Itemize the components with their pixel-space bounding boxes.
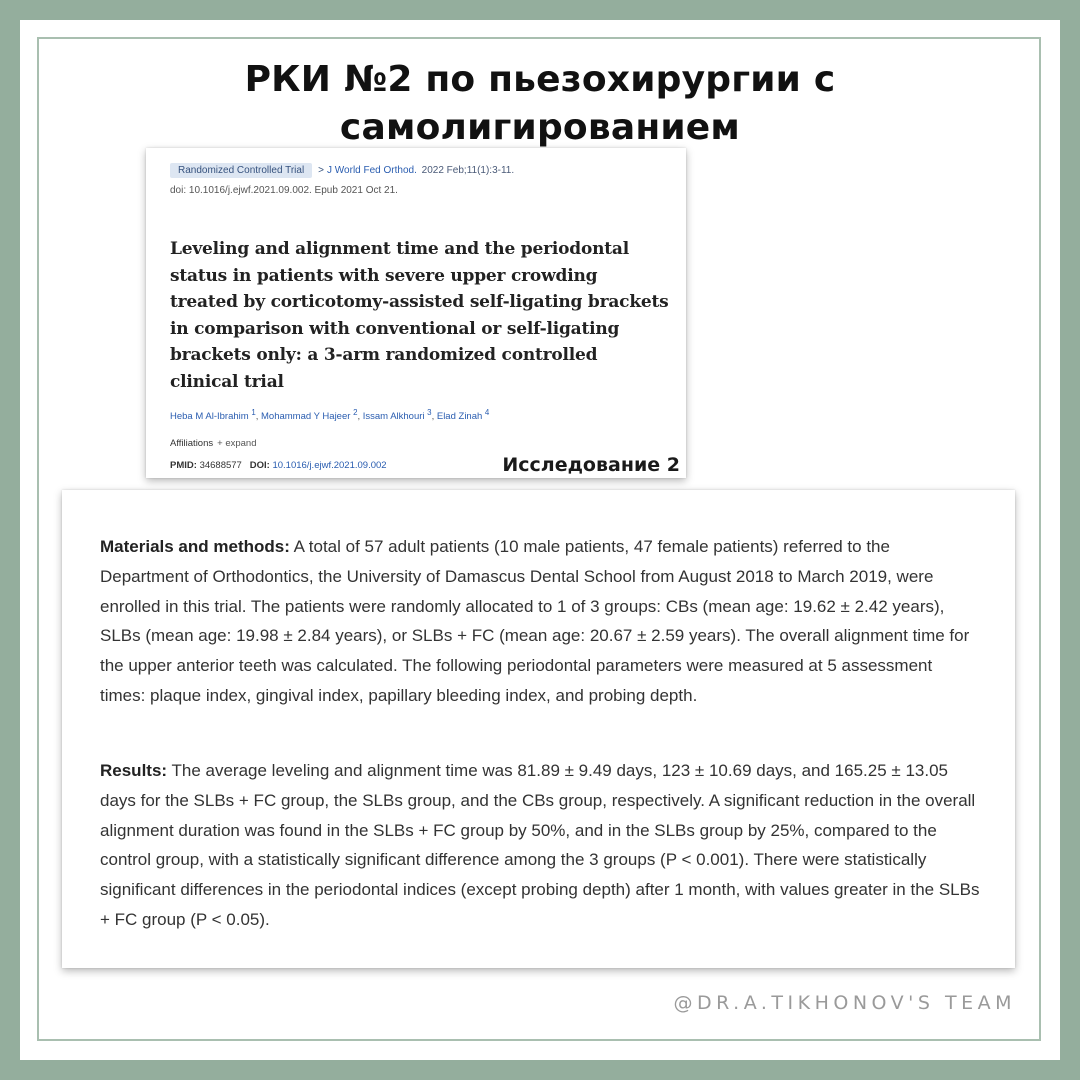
doi-link[interactable]: 10.1016/j.ejwf.2021.09.002 [272,460,387,471]
title-line-1: РКИ №2 по пьезохирургии с [244,59,836,100]
journal-citation: 2022 Feb;11(1):3-11. [421,165,515,176]
author-list: Heba M Al-Ibrahim $^1$, Mohammad Y Hajeer $^2$, Issam Alkhouri $^3$, Elad Zinah $^4$ [170,408,490,423]
article-type-badge[interactable]: Randomized Controlled Trial [170,163,312,178]
study-label: Исследование 2 [502,454,680,476]
author-link[interactable]: Elad Zinah [436,411,483,423]
pmid-label: PMID: [170,460,197,471]
author-link[interactable]: Issam Alkhouri [362,411,425,423]
page-title [20,56,1060,152]
pmid-value: 34688577 [199,460,242,471]
author-affiliation-sup[interactable]: 4 [484,408,490,417]
doi-label: DOI: [249,460,270,471]
title-line-2: самолигированием [339,107,741,148]
affiliations-row [170,438,257,449]
identifiers-row [170,460,387,471]
author-affiliation-sup[interactable]: 2 [353,408,358,417]
author-affiliation-sup[interactable]: 1 [251,408,256,417]
doi-epub-line: doi: 10.1016/j.ejwf.2021.09.002. Epub 2021 Oct 21. [170,185,398,196]
breadcrumb-separator: > [318,165,325,176]
methods-paragraph [100,532,980,711]
methods-text: A total of 57 adult patients (10 male patients, 47 female patients) referred to the Department of Orthodontics, the University of Damascus Dental School from August 2018 to March 2019, were enrolled in this trial. The patients were randomly allocated to 1 of 3 groups: CBs (mean age: 19.62 ± 2.42 years), SLBs (mean age: 19.98 ± 2.84 years), or SLBs + FC (mean age: 20.67 ± 2.59 years). The overall alignment time for the upper anterior teeth was calculated. The following periodontal parameters were measured at 5 assessment times: plaque index, gingival index, papillary bleeding index, and probing depth. [100,537,970,705]
results-label: Results: [100,761,168,780]
author-link[interactable]: Heba M Al-Ibrahim [170,411,249,423]
results-paragraph [100,756,980,935]
page-frame [20,20,1060,1060]
affiliations-label: Affiliations [170,438,214,449]
article-header-card [146,148,686,478]
expand-affiliations-button[interactable]: + expand [217,438,257,449]
author-link[interactable]: Mohammad Y Hajeer [261,411,351,423]
author-affiliation-sup[interactable]: 3 [427,408,432,417]
abstract-card [62,490,1015,968]
methods-label: Materials and methods: [100,537,290,556]
results-text: The average leveling and alignment time was 81.89 ± 9.49 days, 123 ± 10.69 days, and 165.25 ± 13.05 days for the SLBs + FC group, the SLBs group, and the CBs group, respectively. A significant reduction in the overall alignment duration was found in the SLBs + FC group by 50%, and in the SLBs group by 25%, compared to the control group, with a statistically significant difference among the 3 groups (P < 0.001). There were statistically significant differences in the periodontal indices (except probing depth) after 1 month, with values greater in the SLBs + FC group (P < 0.05). [100,761,980,929]
article-meta-row [170,163,514,178]
article-title: Leveling and alignment time and the periodontal status in patients with severe upper crowding treated by corticotomy-assisted self-ligating brackets in comparison with conventional or self-ligating brackets only: a 3-arm randomized controlled clinical trial [170,239,669,392]
journal-link[interactable]: J World Fed Orthod. [327,165,417,176]
watermark: @DR.A.TIKHONOV'S TEAM [673,992,1016,1014]
